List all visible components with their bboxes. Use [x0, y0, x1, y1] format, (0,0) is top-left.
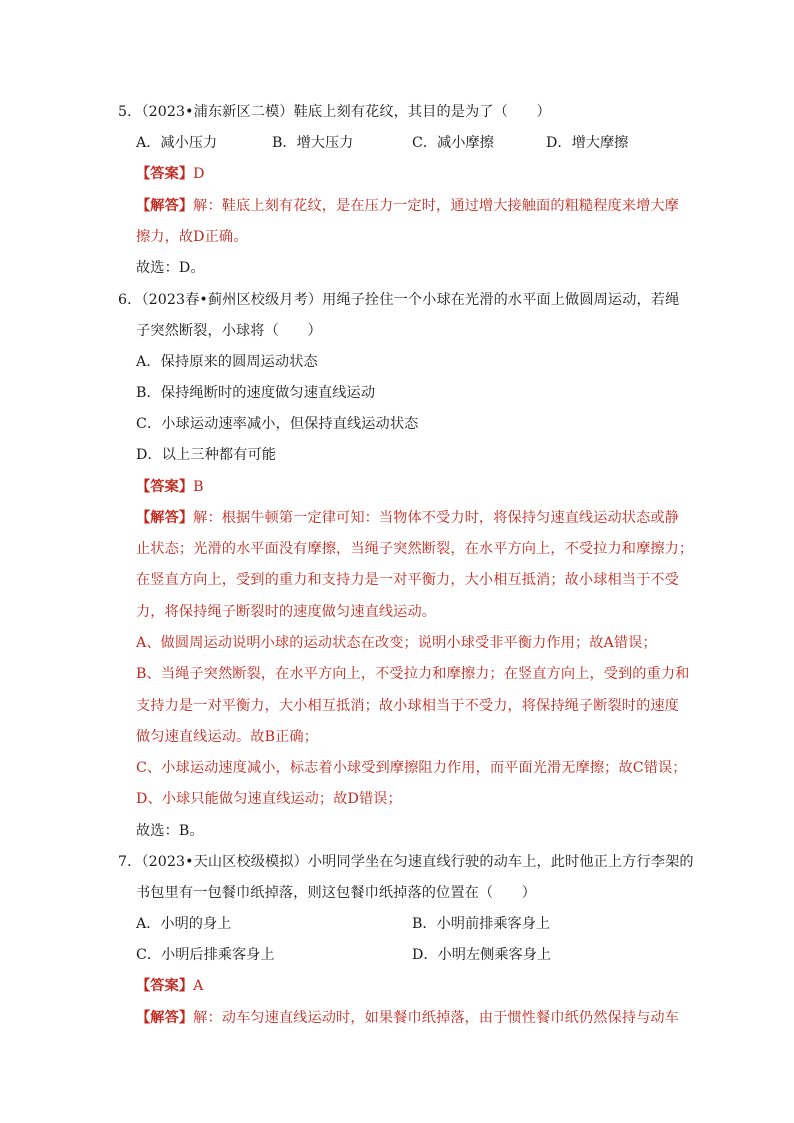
question-7-stem-line: 书包里有一包餐巾纸掉落，则这包餐巾纸掉落的位置在（ ）	[136, 885, 537, 901]
q6-detail-c: C、小球运动速度减小，标志着小球受到摩擦阻力作用，而平面光滑无摩擦；故C错误；	[136, 760, 687, 776]
q6-analysis-line: 止状态；光滑的水平面没有摩擦，当绳子突然断裂，在水平方向上，不受拉力和摩擦力；	[136, 541, 694, 557]
analysis-label: 【解答】	[136, 198, 194, 214]
q7-option-d: D．小明左侧乘客身上	[412, 947, 552, 963]
answer-label: 【答案】	[136, 978, 194, 994]
q7-option-c: C．小明后排乘客身上	[136, 947, 275, 963]
q5-analysis-line: 擦力，故D正确。	[136, 229, 248, 245]
answer-value: D	[193, 166, 205, 182]
question-7-stem: 7．（2023•天山区校级模拟）小明同学坐在匀速直线行驶的动车上，此时他正上方行李架的	[118, 854, 694, 870]
q6-option-a: A．保持原来的圆周运动状态	[136, 354, 318, 370]
question-6-stem-line: 子突然断裂，小球将（ ）	[136, 323, 322, 339]
q7-answer	[136, 974, 204, 998]
q6-analysis-line: 力，将保持绳子断裂时的速度做匀速直线运动。	[136, 604, 437, 620]
answer-label: 【答案】	[136, 479, 194, 495]
answer-value: A	[193, 978, 204, 994]
q5-option-b: B．增大压力	[272, 135, 354, 151]
q6-detail-b-line: 支持力是一对平衡力，大小相互抵消；故小球相当于不受力，将保持绳子断裂时的速度	[136, 698, 679, 714]
q6-analysis-line: 在竖直方向上，受到的重力和支持力是一对平衡力，大小相互抵消；故小球相当于不受	[136, 572, 679, 588]
analysis-label: 【解答】	[136, 1010, 194, 1026]
q6-conclusion: 故选：B。	[136, 823, 204, 839]
q5-option-a: A．减小压力	[136, 135, 218, 151]
q6-analysis: 【解答】解：根据牛顿第一定律可知：当物体不受力时，将保持匀速直线运动状态或静	[136, 510, 679, 526]
q7-analysis: 【解答】解：动车匀速直线运动时，如果餐巾纸掉落，由于惯性餐巾纸仍然保持与动车	[136, 1010, 679, 1026]
answer-label: 【答案】	[136, 166, 194, 182]
q5-option-c: C．减小摩擦	[412, 135, 494, 151]
q6-detail-b-line: 做匀速直线运动。故B正确；	[136, 729, 318, 745]
q6-option-b: B．保持绳断时的速度做匀速直线运动	[136, 385, 376, 401]
q6-option-d: D．以上三种都有可能	[136, 447, 277, 463]
q6-detail-a: A、做圆周运动说明小球的运动状态在改变；说明小球受非平衡力作用；故A错误；	[136, 635, 657, 651]
q7-option-a: A．小明的身上	[136, 916, 232, 932]
question-6-stem: 6．（2023春•蓟州区校级月考）用绳子拴住一个小球在光滑的水平面上做圆周运动，若绳	[118, 292, 680, 308]
q5-analysis: 【解答】解：鞋底上刻有花纹，是在压力一定时，通过增大接触面的粗糙程度来增大摩	[136, 198, 679, 214]
q6-answer	[136, 475, 204, 499]
q6-detail-d: D、小球只能做匀速直线运动；故D错误；	[136, 791, 402, 807]
q5-option-d: D．增大摩擦	[546, 135, 629, 151]
analysis-label: 【解答】	[136, 510, 194, 526]
q5-answer	[136, 162, 205, 186]
q5-conclusion: 故选：D。	[136, 260, 205, 276]
question-5-stem: 5．（2023•浦东新区二模）鞋底上刻有花纹，其目的是为了（ ）	[118, 104, 551, 120]
q6-option-c: C．小球运动速率减小，但保持直线运动状态	[136, 416, 419, 432]
q6-detail-b: B、当绳子突然断裂，在水平方向上，不受拉力和摩擦力；在竖直方向上，受到的重力和	[136, 666, 690, 682]
q7-option-b: B．小明前排乘客身上	[412, 916, 551, 932]
answer-value: B	[193, 479, 204, 495]
